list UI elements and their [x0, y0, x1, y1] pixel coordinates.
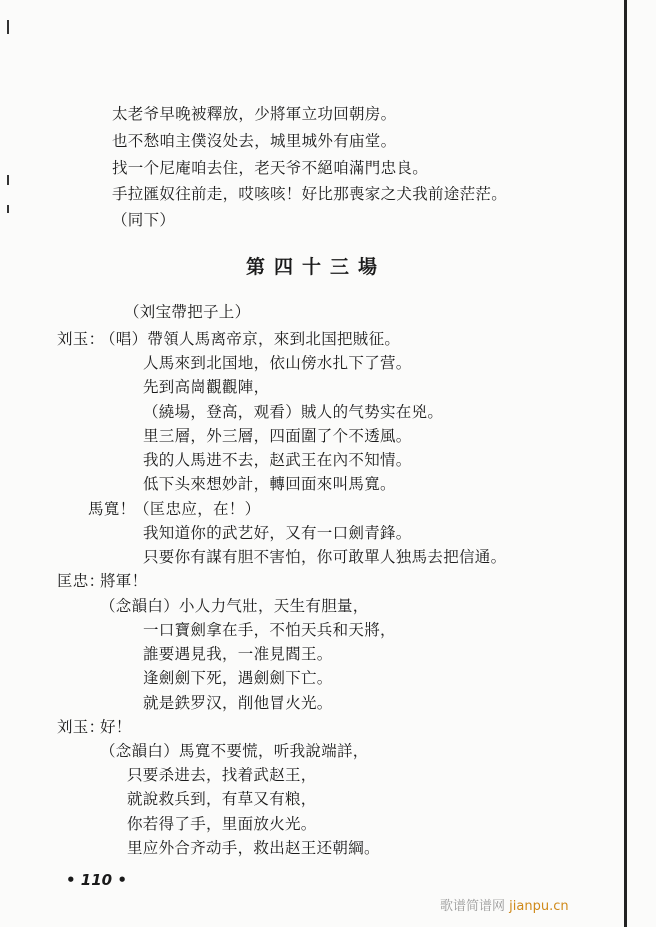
- verse-line: 一口寶劍拿在手，不怕天兵和天將，: [143, 621, 396, 639]
- verse-line: 就是鉄罗汉，削他冒火光。: [143, 694, 333, 712]
- verse-line: 也不愁咱主僕沒处去，城里城外有庙堂。: [112, 132, 397, 150]
- verse-line: 人馬來到北国地，依山傍水扎下了营。: [143, 354, 412, 372]
- watermark: [440, 898, 569, 916]
- verse-line: 找一个尼庵咱去住，老天爷不絕咱滿門忠良。: [112, 159, 429, 177]
- verse-line: 你若得了手，里面放火光。: [127, 815, 317, 833]
- scene-title: 第四十三場: [246, 256, 387, 278]
- stage-direction: （刘宝帶把子上）: [124, 303, 251, 321]
- verse-line: 只要杀进去，找着武赵王，: [127, 766, 317, 784]
- verse-line: 好！: [100, 718, 132, 736]
- verse-line: （繞場，登高，观看）賊人的气势实在兇。: [143, 403, 444, 421]
- verse-line: 先到高崗觀觀陣，: [143, 378, 270, 396]
- verse-line: 太老爷早晚被釋放，少將軍立功回朝房。: [112, 105, 397, 123]
- verse-line: 將軍！: [100, 572, 148, 590]
- speaker: 刘玉：: [57, 718, 105, 736]
- watermark-cn: 歌谱简谱网: [440, 899, 506, 914]
- verse-line: 只要你有謀有胆不害怕，你可敢單人独馬去把信通。: [143, 548, 507, 566]
- verse-line: （唱）帶領人馬离帝京，來到北国把賊征。: [100, 330, 401, 348]
- verse-line: 就說救兵到，有草又有粮，: [127, 790, 317, 808]
- verse-line: 逢劍劍下死，遇劍劍下亡。: [143, 669, 333, 687]
- verse-line: （念韻白）馬寬不要慌，听我說端詳，: [100, 742, 369, 760]
- page-number: • 110 •: [66, 871, 127, 889]
- verse-line: 里三層，外三層，四面圍了个不透風。: [143, 427, 412, 445]
- verse-line: 誰要遇見我，一准見閻王。: [143, 645, 333, 663]
- speaker: 匡忠：: [57, 572, 105, 590]
- stage-direction: （同下）: [112, 211, 176, 229]
- scan-mark: [7, 205, 9, 213]
- verse-line: 手拉匯奴往前走，哎咳咳！好比那喪家之犬我前途茫茫。: [112, 185, 508, 203]
- scan-mark: [7, 175, 9, 185]
- verse-line: 里应外合齐动手，救出赵王还朝綱。: [127, 839, 380, 857]
- watermark-url: jianpu.cn: [509, 899, 569, 914]
- verse-line: （念韻白）小人力气壯，天生有胆量，: [100, 597, 369, 615]
- verse-line: 低下头來想妙計，轉回面來叫馬寬。: [143, 475, 396, 493]
- verse-line: 我知道你的武艺好，又有一口劍青鋒。: [143, 524, 412, 542]
- verse-line: （匡忠应，在！）: [134, 500, 261, 518]
- scan-mark: [7, 20, 9, 34]
- speaker: 刘玉：: [57, 330, 105, 348]
- scan-edge-line: [624, 0, 627, 927]
- verse-line: 我的人馬进不去，赵武王在內不知情。: [143, 451, 412, 469]
- speaker: 馬寬！: [88, 500, 136, 518]
